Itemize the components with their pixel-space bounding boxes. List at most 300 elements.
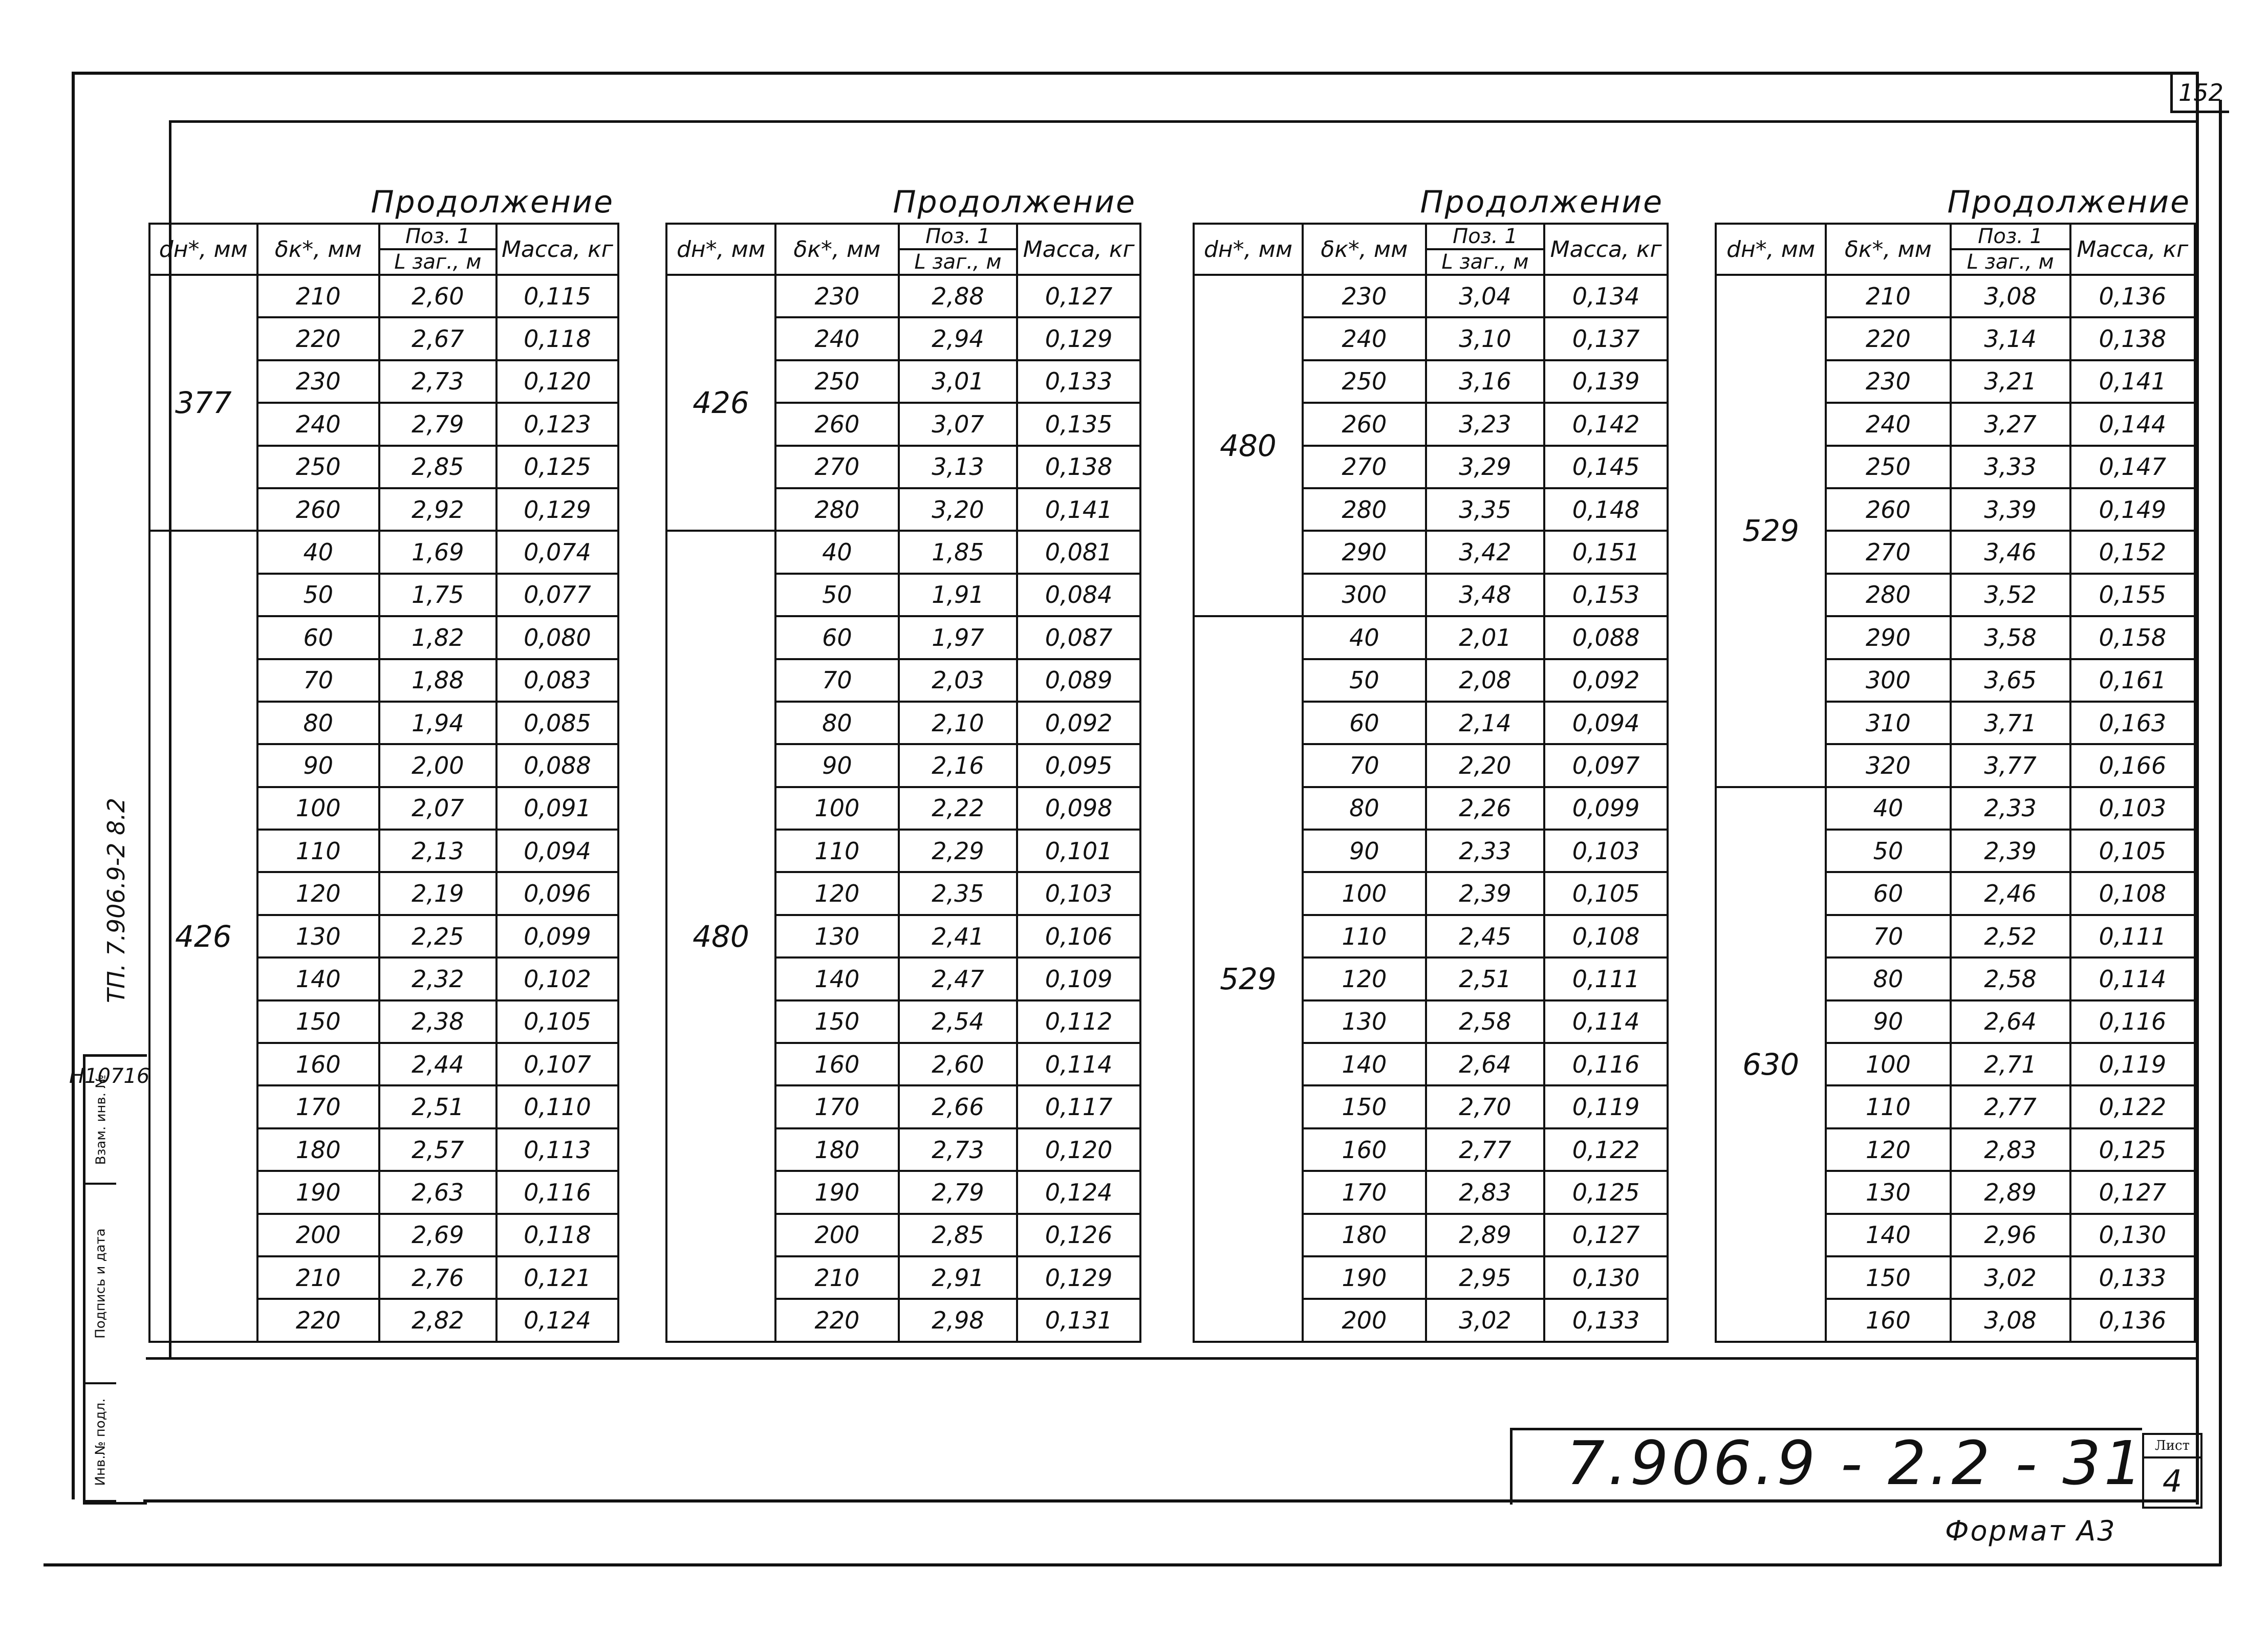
mass-cell: 0,099 xyxy=(496,915,618,957)
mass-cell: 0,092 xyxy=(1017,702,1140,744)
wall-thickness-cell: 280 xyxy=(1826,574,1950,616)
blank-length-cell: 2,45 xyxy=(1426,915,1545,957)
wall-thickness-cell: 50 xyxy=(257,574,379,616)
mass-cell: 0,161 xyxy=(2070,659,2195,702)
wall-thickness-cell: 240 xyxy=(1303,317,1426,360)
mass-cell: 0,141 xyxy=(2070,360,2195,403)
wall-thickness-cell: 140 xyxy=(775,957,899,1000)
mass-cell: 0,113 xyxy=(496,1128,618,1171)
wall-thickness-cell: 150 xyxy=(1303,1085,1426,1128)
wall-thickness-cell: 120 xyxy=(1826,1128,1950,1171)
mass-cell: 0,129 xyxy=(1017,1256,1140,1299)
wall-thickness-cell: 170 xyxy=(257,1085,379,1128)
sheet-number: 152 xyxy=(2170,75,2229,113)
mass-cell: 0,108 xyxy=(2070,872,2195,915)
mass-cell: 0,138 xyxy=(1017,446,1140,488)
outer-bottom-line xyxy=(44,1563,2221,1566)
blank-length-cell: 2,57 xyxy=(379,1128,496,1171)
blank-length-cell: 2,70 xyxy=(1426,1085,1545,1128)
blank-length-cell: 2,96 xyxy=(1951,1214,2070,1256)
header-length: L заг., м xyxy=(1426,249,1545,275)
mass-cell: 0,080 xyxy=(496,616,618,659)
side-doc-code: ТП. 7.906.9-2 8.2 xyxy=(102,797,130,1003)
blank-length-cell: 2,60 xyxy=(899,1043,1018,1085)
wall-thickness-cell: 100 xyxy=(1826,1043,1950,1085)
mass-cell: 0,085 xyxy=(496,702,618,744)
mass-cell: 0,109 xyxy=(1017,957,1140,1000)
wall-thickness-cell: 40 xyxy=(257,531,379,573)
blank-length-cell: 2,83 xyxy=(1951,1128,2070,1171)
mass-cell: 0,123 xyxy=(496,403,618,445)
side-stamp xyxy=(83,1054,147,1505)
mass-cell: 0,101 xyxy=(1017,830,1140,872)
frame-left-line xyxy=(72,72,75,1499)
mass-cell: 0,107 xyxy=(496,1043,618,1085)
wall-thickness-cell: 200 xyxy=(775,1214,899,1256)
wall-thickness-cell: 50 xyxy=(1826,830,1950,872)
side-cell-orig-inv: Инв.№ подл. xyxy=(85,1384,116,1502)
mass-cell: 0,099 xyxy=(1544,787,1668,830)
wall-thickness-cell: 120 xyxy=(775,872,899,915)
blank-length-cell: 3,02 xyxy=(1426,1299,1545,1341)
wall-thickness-cell: 300 xyxy=(1303,574,1426,616)
wall-thickness-cell: 230 xyxy=(775,275,899,317)
mass-cell: 0,139 xyxy=(1544,360,1668,403)
mass-cell: 0,103 xyxy=(1017,872,1140,915)
wall-thickness-cell: 100 xyxy=(1303,872,1426,915)
mass-cell: 0,120 xyxy=(496,360,618,403)
wall-thickness-cell: 130 xyxy=(257,915,379,957)
wall-thickness-cell: 180 xyxy=(775,1128,899,1171)
wall-thickness-cell: 310 xyxy=(1826,702,1950,744)
header-delta: δк*, мм xyxy=(775,224,899,275)
blank-length-cell: 3,27 xyxy=(1951,403,2070,445)
mass-cell: 0,118 xyxy=(496,317,618,360)
header-delta: δк*, мм xyxy=(1303,224,1426,275)
wall-thickness-cell: 140 xyxy=(257,957,379,1000)
mass-cell: 0,114 xyxy=(1017,1043,1140,1085)
blank-length-cell: 3,14 xyxy=(1951,317,2070,360)
wall-thickness-cell: 130 xyxy=(775,915,899,957)
blank-length-cell: 1,85 xyxy=(899,531,1018,573)
mass-cell: 0,074 xyxy=(496,531,618,573)
mass-cell: 0,136 xyxy=(2070,275,2195,317)
mass-cell: 0,133 xyxy=(2070,1256,2195,1299)
mass-cell: 0,125 xyxy=(1544,1171,1668,1213)
mass-cell: 0,098 xyxy=(1017,787,1140,830)
blank-length-cell: 3,16 xyxy=(1426,360,1545,403)
mass-cell: 0,096 xyxy=(496,872,618,915)
wall-thickness-cell: 200 xyxy=(257,1214,379,1256)
blank-length-cell: 2,39 xyxy=(1951,830,2070,872)
wall-thickness-cell: 270 xyxy=(1826,531,1950,573)
continuation-label: Продолжение xyxy=(1420,184,1664,220)
header-pos: Поз. 1 xyxy=(1426,224,1545,249)
mass-cell: 0,134 xyxy=(1544,275,1668,317)
wall-thickness-cell: 70 xyxy=(1826,915,1950,957)
wall-thickness-cell: 240 xyxy=(1826,403,1950,445)
wall-thickness-cell: 110 xyxy=(1826,1085,1950,1128)
wall-thickness-cell: 90 xyxy=(257,744,379,787)
wall-thickness-cell: 60 xyxy=(1303,702,1426,744)
wall-thickness-cell: 160 xyxy=(1303,1128,1426,1171)
blank-length-cell: 3,39 xyxy=(1951,488,2070,531)
blank-length-cell: 2,14 xyxy=(1426,702,1545,744)
wall-thickness-cell: 250 xyxy=(1826,446,1950,488)
wall-thickness-cell: 280 xyxy=(775,488,899,531)
mass-cell: 0,136 xyxy=(2070,1299,2195,1341)
tables-bottom-line xyxy=(146,1357,2196,1360)
mass-cell: 0,088 xyxy=(496,744,618,787)
wall-thickness-cell: 50 xyxy=(775,574,899,616)
blank-length-cell: 3,08 xyxy=(1951,275,2070,317)
mass-cell: 0,088 xyxy=(1544,616,1668,659)
wall-thickness-cell: 120 xyxy=(257,872,379,915)
wall-thickness-cell: 180 xyxy=(257,1128,379,1171)
blank-length-cell: 2,54 xyxy=(899,1000,1018,1043)
wall-thickness-cell: 240 xyxy=(257,403,379,445)
blank-length-cell: 1,91 xyxy=(899,574,1018,616)
blank-length-cell: 2,22 xyxy=(899,787,1018,830)
blank-length-cell: 2,51 xyxy=(379,1085,496,1128)
blank-length-cell: 2,82 xyxy=(379,1299,496,1341)
wall-thickness-cell: 70 xyxy=(257,659,379,702)
wall-thickness-cell: 250 xyxy=(775,360,899,403)
blank-length-cell: 1,97 xyxy=(899,616,1018,659)
wall-thickness-cell: 300 xyxy=(1826,659,1950,702)
header-mass: Масса, кг xyxy=(496,224,618,275)
wall-thickness-cell: 180 xyxy=(1303,1214,1426,1256)
wall-thickness-cell: 290 xyxy=(1303,531,1426,573)
blank-length-cell: 2,26 xyxy=(1426,787,1545,830)
wall-thickness-cell: 260 xyxy=(257,488,379,531)
mass-cell: 0,142 xyxy=(1544,403,1668,445)
blank-length-cell: 2,33 xyxy=(1426,830,1545,872)
blank-length-cell: 2,32 xyxy=(379,957,496,1000)
blank-length-cell: 3,65 xyxy=(1951,659,2070,702)
blank-length-cell: 3,23 xyxy=(1426,403,1545,445)
header-mass: Масса, кг xyxy=(1017,224,1140,275)
outer-diameter-cell: 480 xyxy=(666,531,775,1341)
mass-cell: 0,077 xyxy=(496,574,618,616)
wall-thickness-cell: 260 xyxy=(1826,488,1950,531)
blank-length-cell: 1,69 xyxy=(379,531,496,573)
mass-cell: 0,114 xyxy=(2070,957,2195,1000)
wall-thickness-cell: 250 xyxy=(257,446,379,488)
wall-thickness-cell: 50 xyxy=(1303,659,1426,702)
wall-thickness-cell: 170 xyxy=(1303,1171,1426,1213)
wall-thickness-cell: 110 xyxy=(775,830,899,872)
mass-cell: 0,122 xyxy=(1544,1128,1668,1171)
wall-thickness-cell: 110 xyxy=(257,830,379,872)
blank-length-cell: 2,58 xyxy=(1426,1000,1545,1043)
blank-length-cell: 3,35 xyxy=(1426,488,1545,531)
blank-length-cell: 2,89 xyxy=(1426,1214,1545,1256)
wall-thickness-cell: 260 xyxy=(1303,403,1426,445)
blank-length-cell: 2,69 xyxy=(379,1214,496,1256)
wall-thickness-cell: 150 xyxy=(1826,1256,1950,1299)
mass-cell: 0,095 xyxy=(1017,744,1140,787)
mass-cell: 0,130 xyxy=(1544,1256,1668,1299)
table-row xyxy=(666,275,1140,317)
wall-thickness-cell: 240 xyxy=(775,317,899,360)
spec-table-2 xyxy=(665,223,1141,1343)
mass-cell: 0,105 xyxy=(496,1000,618,1043)
header-dn: dн*, мм xyxy=(149,224,257,275)
spec-table-4 xyxy=(1715,223,2196,1343)
blank-length-cell: 2,58 xyxy=(1951,957,2070,1000)
blank-length-cell: 3,01 xyxy=(899,360,1018,403)
mass-cell: 0,114 xyxy=(1544,1000,1668,1043)
blank-length-cell: 3,52 xyxy=(1951,574,2070,616)
blank-length-cell: 3,08 xyxy=(1951,1299,2070,1341)
blank-length-cell: 3,46 xyxy=(1951,531,2070,573)
wall-thickness-cell: 250 xyxy=(1303,360,1426,403)
mass-cell: 0,118 xyxy=(496,1214,618,1256)
blank-length-cell: 3,33 xyxy=(1951,446,2070,488)
mass-cell: 0,153 xyxy=(1544,574,1668,616)
blank-length-cell: 3,07 xyxy=(899,403,1018,445)
wall-thickness-cell: 140 xyxy=(1826,1214,1950,1256)
header-length: L заг., м xyxy=(899,249,1018,275)
mass-cell: 0,151 xyxy=(1544,531,1668,573)
header-mass: Масса, кг xyxy=(1544,224,1668,275)
blank-length-cell: 2,88 xyxy=(899,275,1018,317)
header-dn: dн*, мм xyxy=(666,224,775,275)
outer-diameter-cell: 426 xyxy=(149,531,257,1341)
blank-length-cell: 3,02 xyxy=(1951,1256,2070,1299)
blank-length-cell: 2,16 xyxy=(899,744,1018,787)
mass-cell: 0,149 xyxy=(2070,488,2195,531)
header-delta: δк*, мм xyxy=(1826,224,1950,275)
mass-cell: 0,166 xyxy=(2070,744,2195,787)
blank-length-cell: 2,29 xyxy=(899,830,1018,872)
blank-length-cell: 2,19 xyxy=(379,872,496,915)
wall-thickness-cell: 80 xyxy=(257,702,379,744)
wall-thickness-cell: 210 xyxy=(1826,275,1950,317)
blank-length-cell: 2,03 xyxy=(899,659,1018,702)
header-mass: Масса, кг xyxy=(2070,224,2195,275)
mass-cell: 0,147 xyxy=(2070,446,2195,488)
mass-cell: 0,111 xyxy=(2070,915,2195,957)
blank-length-cell: 2,94 xyxy=(899,317,1018,360)
wall-thickness-cell: 80 xyxy=(1826,957,1950,1000)
side-inv-number: Н10716 xyxy=(69,1064,150,1088)
mass-cell: 0,125 xyxy=(2070,1128,2195,1171)
blank-length-cell: 2,00 xyxy=(379,744,496,787)
blank-length-cell: 2,76 xyxy=(379,1256,496,1299)
table-row xyxy=(1194,275,1668,317)
wall-thickness-cell: 210 xyxy=(257,275,379,317)
blank-length-cell: 2,01 xyxy=(1426,616,1545,659)
blank-length-cell: 2,79 xyxy=(899,1171,1018,1213)
wall-thickness-cell: 40 xyxy=(1303,616,1426,659)
mass-cell: 0,144 xyxy=(2070,403,2195,445)
blank-length-cell: 2,77 xyxy=(1426,1128,1545,1171)
mass-cell: 0,120 xyxy=(1017,1128,1140,1171)
mass-cell: 0,145 xyxy=(1544,446,1668,488)
mass-cell: 0,094 xyxy=(496,830,618,872)
wall-thickness-cell: 270 xyxy=(775,446,899,488)
blank-length-cell: 2,79 xyxy=(379,403,496,445)
blank-length-cell: 2,67 xyxy=(379,317,496,360)
blank-length-cell: 3,21 xyxy=(1951,360,2070,403)
mass-cell: 0,124 xyxy=(1017,1171,1140,1213)
blank-length-cell: 3,77 xyxy=(1951,744,2070,787)
wall-thickness-cell: 220 xyxy=(257,317,379,360)
blank-length-cell: 2,07 xyxy=(379,787,496,830)
header-pos: Поз. 1 xyxy=(1951,224,2070,249)
mass-cell: 0,084 xyxy=(1017,574,1140,616)
mass-cell: 0,127 xyxy=(1017,275,1140,317)
mass-cell: 0,121 xyxy=(496,1256,618,1299)
wall-thickness-cell: 70 xyxy=(1303,744,1426,787)
wall-thickness-cell: 60 xyxy=(1826,872,1950,915)
table-row xyxy=(149,275,618,317)
wall-thickness-cell: 220 xyxy=(775,1299,899,1341)
wall-thickness-cell: 230 xyxy=(1826,360,1950,403)
mass-cell: 0,155 xyxy=(2070,574,2195,616)
wall-thickness-cell: 150 xyxy=(775,1000,899,1043)
wall-thickness-cell: 80 xyxy=(775,702,899,744)
outer-diameter-cell: 529 xyxy=(1194,616,1303,1342)
mass-cell: 0,129 xyxy=(1017,317,1140,360)
wall-thickness-cell: 60 xyxy=(257,616,379,659)
wall-thickness-cell: 110 xyxy=(1303,915,1426,957)
outer-right-line xyxy=(2219,100,2222,1566)
mass-cell: 0,105 xyxy=(1544,872,1668,915)
mass-cell: 0,131 xyxy=(1017,1299,1140,1341)
blank-length-cell: 2,60 xyxy=(379,275,496,317)
mass-cell: 0,127 xyxy=(1544,1214,1668,1256)
mass-cell: 0,081 xyxy=(1017,531,1140,573)
blank-length-cell: 3,13 xyxy=(899,446,1018,488)
mass-cell: 0,122 xyxy=(2070,1085,2195,1128)
wall-thickness-cell: 290 xyxy=(1826,616,1950,659)
mass-cell: 0,091 xyxy=(496,787,618,830)
mass-cell: 0,102 xyxy=(496,957,618,1000)
mass-cell: 0,129 xyxy=(496,488,618,531)
table-row xyxy=(1716,275,2195,317)
blank-length-cell: 2,38 xyxy=(379,1000,496,1043)
mass-cell: 0,117 xyxy=(1017,1085,1140,1128)
wall-thickness-cell: 190 xyxy=(775,1171,899,1213)
wall-thickness-cell: 220 xyxy=(1826,317,1950,360)
sheet-box xyxy=(2142,1433,2202,1509)
blank-length-cell: 2,33 xyxy=(1951,787,2070,830)
mass-cell: 0,103 xyxy=(1544,830,1668,872)
table-row xyxy=(1716,787,2195,830)
outer-diameter-cell: 426 xyxy=(666,275,775,531)
wall-thickness-cell: 80 xyxy=(1303,787,1426,830)
blank-length-cell: 2,89 xyxy=(1951,1171,2070,1213)
frame-right-line xyxy=(2196,72,2199,1505)
mass-cell: 0,106 xyxy=(1017,915,1140,957)
blank-length-cell: 2,66 xyxy=(899,1085,1018,1128)
wall-thickness-cell: 210 xyxy=(257,1256,379,1299)
blank-length-cell: 2,39 xyxy=(1426,872,1545,915)
blank-length-cell: 2,44 xyxy=(379,1043,496,1085)
blank-length-cell: 2,95 xyxy=(1426,1256,1545,1299)
blank-length-cell: 2,41 xyxy=(899,915,1018,957)
mass-cell: 0,137 xyxy=(1544,317,1668,360)
blank-length-cell: 3,42 xyxy=(1426,531,1545,573)
mass-cell: 0,138 xyxy=(2070,317,2195,360)
header-dn: dн*, мм xyxy=(1194,224,1303,275)
wall-thickness-cell: 230 xyxy=(1303,275,1426,317)
wall-thickness-cell: 120 xyxy=(1303,957,1426,1000)
table-row xyxy=(149,531,618,573)
blank-length-cell: 1,88 xyxy=(379,659,496,702)
mass-cell: 0,158 xyxy=(2070,616,2195,659)
blank-length-cell: 1,82 xyxy=(379,616,496,659)
blank-length-cell: 3,58 xyxy=(1951,616,2070,659)
blank-length-cell: 2,77 xyxy=(1951,1085,2070,1128)
frame-top-line xyxy=(72,72,2196,75)
wall-thickness-cell: 170 xyxy=(775,1085,899,1128)
wall-thickness-cell: 200 xyxy=(1303,1299,1426,1341)
mass-cell: 0,126 xyxy=(1017,1214,1140,1256)
mass-cell: 0,110 xyxy=(496,1085,618,1128)
header-dn: dн*, мм xyxy=(1716,224,1826,275)
blank-length-cell: 2,46 xyxy=(1951,872,2070,915)
wall-thickness-cell: 260 xyxy=(775,403,899,445)
mass-cell: 0,152 xyxy=(2070,531,2195,573)
inner-top-line xyxy=(169,120,2196,123)
header-pos: Поз. 1 xyxy=(379,224,496,249)
mass-cell: 0,092 xyxy=(1544,659,1668,702)
wall-thickness-cell: 40 xyxy=(1826,787,1950,830)
mass-cell: 0,108 xyxy=(1544,915,1668,957)
blank-length-cell: 2,64 xyxy=(1426,1043,1545,1085)
wall-thickness-cell: 40 xyxy=(775,531,899,573)
mass-cell: 0,105 xyxy=(2070,830,2195,872)
mass-cell: 0,112 xyxy=(1017,1000,1140,1043)
mass-cell: 0,089 xyxy=(1017,659,1140,702)
blank-length-cell: 2,64 xyxy=(1951,1000,2070,1043)
mass-cell: 0,130 xyxy=(2070,1214,2195,1256)
wall-thickness-cell: 130 xyxy=(1826,1171,1950,1213)
mass-cell: 0,133 xyxy=(1017,360,1140,403)
wall-thickness-cell: 230 xyxy=(257,360,379,403)
blank-length-cell: 2,13 xyxy=(379,830,496,872)
wall-thickness-cell: 190 xyxy=(257,1171,379,1213)
wall-thickness-cell: 130 xyxy=(1303,1000,1426,1043)
table-row xyxy=(666,531,1140,573)
mass-cell: 0,119 xyxy=(1544,1085,1668,1128)
blank-length-cell: 2,51 xyxy=(1426,957,1545,1000)
mass-cell: 0,115 xyxy=(496,275,618,317)
sheet-label: Лист xyxy=(2144,1435,2200,1458)
document-code: 7.906.9 - 2.2 - 31 xyxy=(1566,1428,2146,1498)
blank-length-cell: 2,25 xyxy=(379,915,496,957)
blank-length-cell: 2,71 xyxy=(1951,1043,2070,1085)
mass-cell: 0,111 xyxy=(1544,957,1668,1000)
mass-cell: 0,148 xyxy=(1544,488,1668,531)
wall-thickness-cell: 270 xyxy=(1303,446,1426,488)
blank-length-cell: 2,20 xyxy=(1426,744,1545,787)
wall-thickness-cell: 100 xyxy=(775,787,899,830)
blank-length-cell: 2,63 xyxy=(379,1171,496,1213)
header-delta: δк*, мм xyxy=(257,224,379,275)
blank-length-cell: 2,91 xyxy=(899,1256,1018,1299)
header-length: L заг., м xyxy=(379,249,496,275)
mass-cell: 0,119 xyxy=(2070,1043,2195,1085)
outer-diameter-cell: 480 xyxy=(1194,275,1303,616)
wall-thickness-cell: 60 xyxy=(775,616,899,659)
wall-thickness-cell: 140 xyxy=(1303,1043,1426,1085)
blank-length-cell: 3,71 xyxy=(1951,702,2070,744)
